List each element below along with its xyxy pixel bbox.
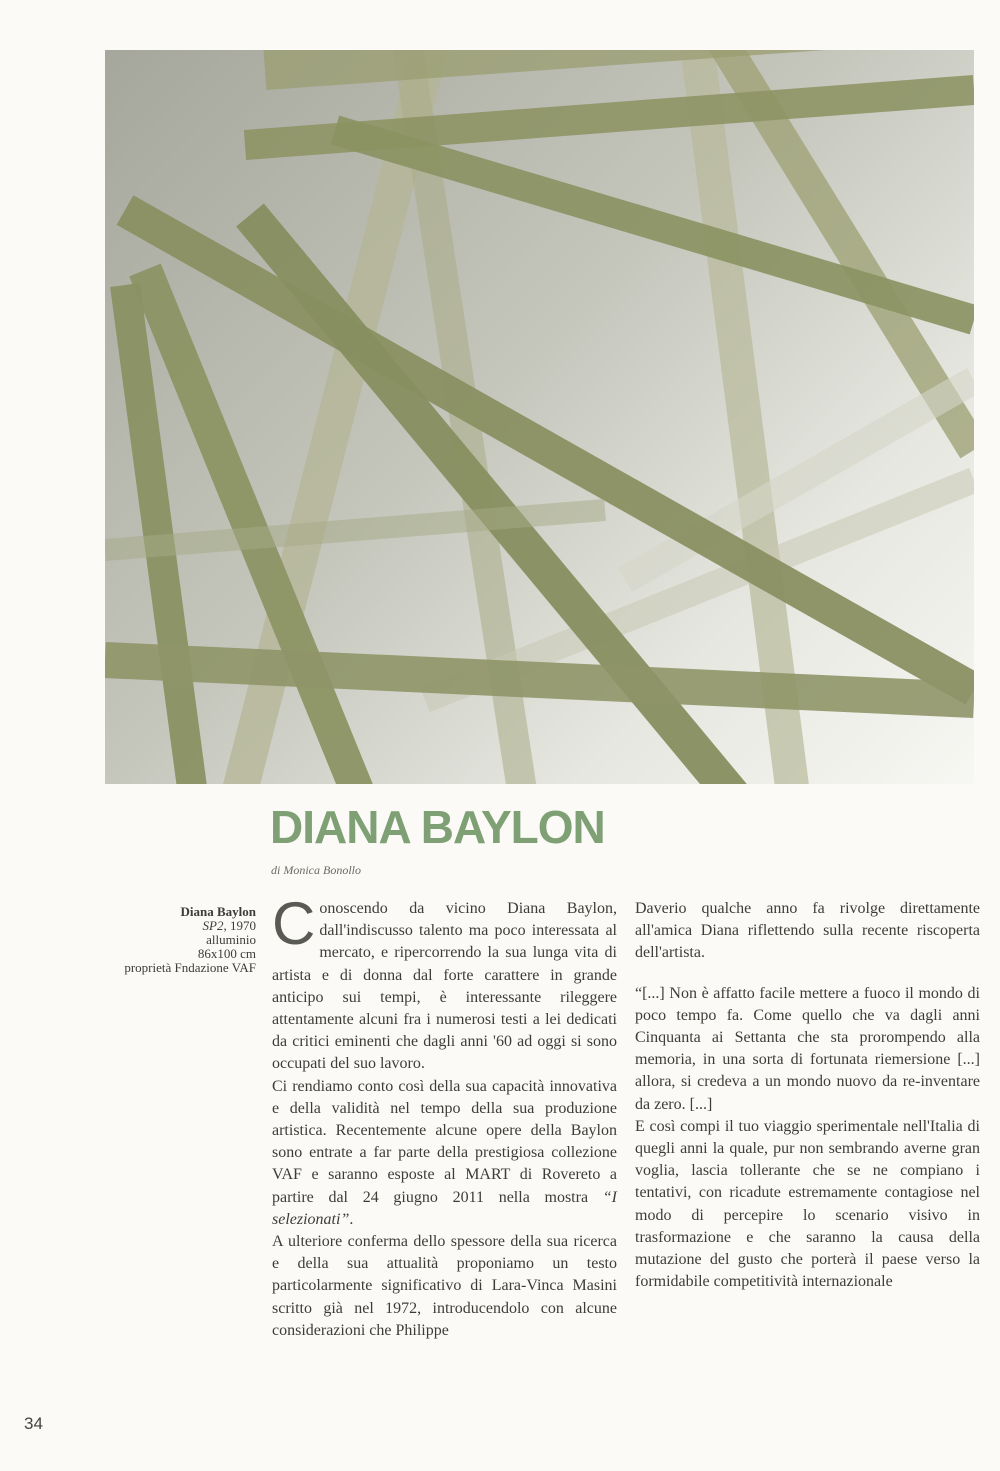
artwork-caption bbox=[96, 905, 256, 975]
paragraph-daverio: Daverio qualche anno fa rivolge direttamente all'amica Diana riflettendo sulla recente riscoperta dell'artista. bbox=[635, 900, 980, 962]
article-title: DIANA BAYLON bbox=[270, 801, 605, 853]
caption-owner: proprietà Fndazione VAF bbox=[124, 960, 256, 975]
paragraph-quote: “[...] Non è affatto facile mettere a fuoco il mondo di poco tempo fa. Come quello che va dagli anni Cinquanta ai Settanta che sta prorompendo alla memoria, in una sorta di fortunata riemersione [...] allora, si credeva a un mondo nuovo da re-inventare da zero. [...] bbox=[635, 984, 980, 1113]
paragraph-collection bbox=[272, 1076, 617, 1231]
artwork-photo bbox=[105, 50, 974, 784]
page-number: 34 bbox=[24, 1414, 43, 1433]
aluminium-strips-artwork bbox=[105, 50, 974, 784]
paragraph-intro-text: onoscendo da vicino Diana Baylon, dall'indiscusso talento ma poco interessata al mercato, e ripercorrendo la sua lunga vita di artista e di donna dal forte carattere in grande anticipo sui tempi, è interessante rileggere attentamente alcuni fra i numerosi testi a lei dedicati da critici eminenti che dagli anni '60 ad oggi si sono occupati del suo lavoro. bbox=[272, 900, 617, 1073]
paragraph-masini: A ulteriore conferma dello spessore della sua ricerca e della sua attualità proponiamo un testo particolarmente significativo di Lara-Vinca Masini scritto già nel 1972, introducendolo con alcune considerazioni che Philippe bbox=[272, 1233, 617, 1339]
drop-cap: C bbox=[272, 890, 316, 957]
caption-material: alluminio bbox=[206, 932, 256, 947]
paragraph-collection-text: Ci rendiamo conto così della sua capacità innovativa e della validità nel tempo della sua produzione artistica. Recentemente alcune opere della Baylon sono entrate a far parte della prestigiosa collezione VAF e saranno esposte al MART di Rovereto a partire dal 24 giugno 2011 nella mostra bbox=[272, 1077, 617, 1206]
body-column-right bbox=[635, 898, 980, 1293]
exhibition-title: “I selezionati” bbox=[272, 1188, 617, 1228]
paragraph-collection-end: . bbox=[349, 1210, 354, 1228]
paragraph-intro bbox=[272, 890, 617, 1076]
article-byline: di Monica Bonollo bbox=[271, 863, 361, 877]
caption-title-line bbox=[96, 919, 256, 933]
caption-size: 86x100 cm bbox=[197, 946, 256, 961]
caption-year: 1970 bbox=[226, 918, 256, 933]
caption-artist: Diana Baylon bbox=[180, 904, 256, 919]
body-column-left bbox=[272, 890, 617, 1342]
caption-work-title: SP2, bbox=[202, 918, 227, 933]
paragraph-journey: E così compi il tuo viaggio sperimentale nell'Italia di quegli anni la quale, pur non sembrando averne gran voglia, lascia tollerante che se ne compiano i tentativi, con ricadute estremamente contagiose nel modo di percepire lo scenario visivo in trasformazione e che saranno la causa della mutazione del gusto che porterà il paese verso la formidabile competitività internazionale bbox=[635, 1117, 980, 1291]
